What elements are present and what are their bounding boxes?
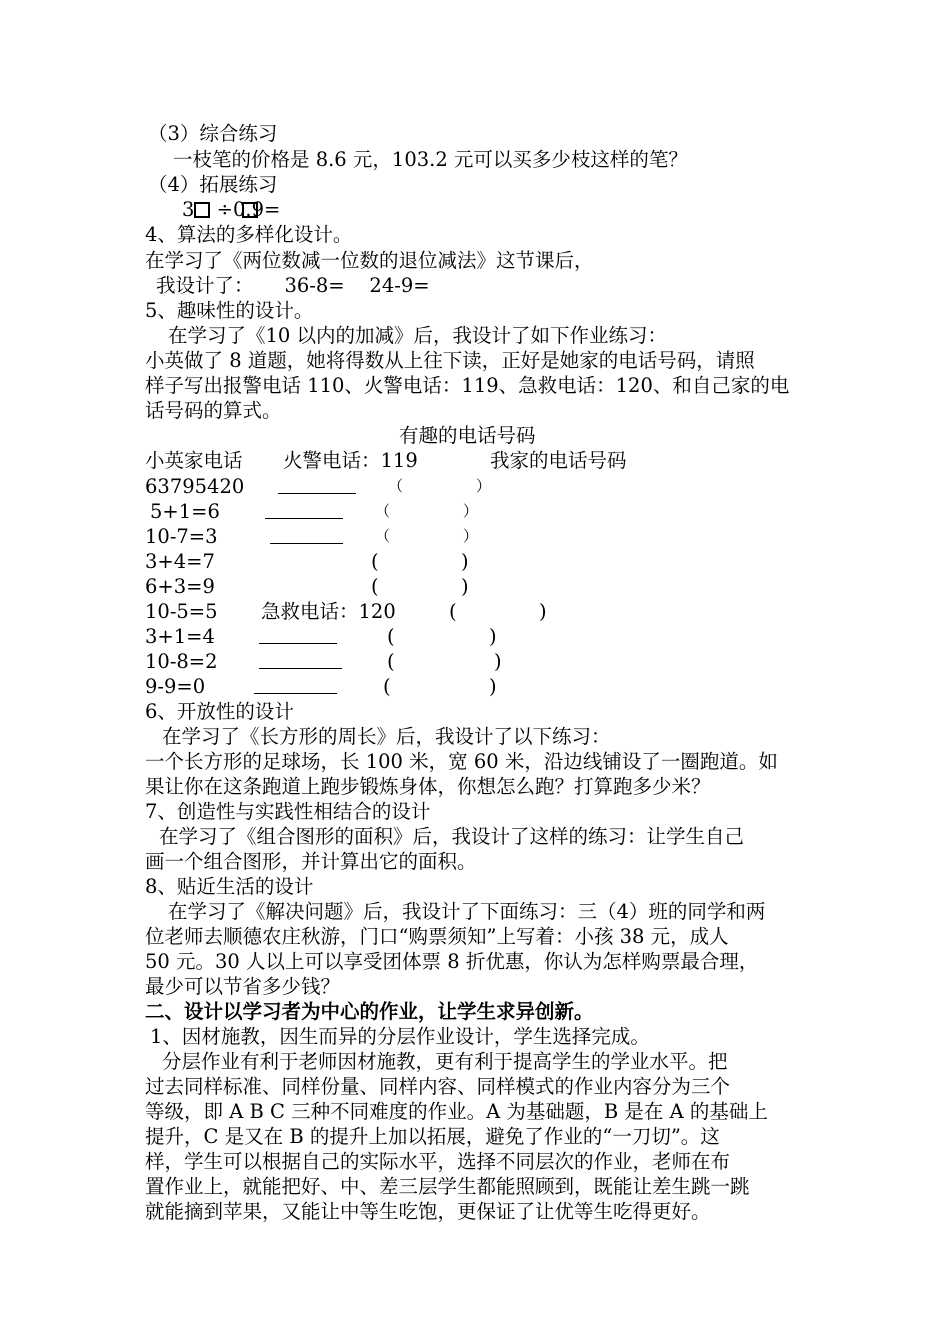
paragraph-line: 在学习了《10 以内的加减》后，我设计了如下作业练习： [168, 324, 668, 347]
heading-algorithm-design: 4、算法的多样化设计。 [145, 223, 353, 246]
paren-close: ） [463, 502, 479, 520]
paren-close: ) [489, 675, 497, 698]
paren-open: （ [388, 477, 404, 495]
paren-open: ( [449, 600, 457, 623]
answer-blank [254, 693, 337, 694]
answer-blank [278, 493, 356, 494]
paren-close: ） [476, 477, 492, 495]
paragraph-line: 置作业上，就能把好、中、差三层学生都能照顾到，既能让差生跳一跳 [145, 1175, 750, 1198]
equation-digit: 3 [182, 198, 195, 221]
paren-open: （ [375, 527, 391, 545]
phone-number: 63795420 [145, 475, 245, 498]
blank-box-1 [194, 202, 210, 218]
paragraph-line: 小英做了 8 道题，她将得数从上往下读，正好是她家的电话号码，请照 [145, 349, 755, 372]
paragraph-line: 等级，即 A B C 三种不同难度的作业。A 为基础题，B 是在 A 的基础上 [145, 1100, 768, 1123]
extension-equation [182, 197, 281, 222]
paren-close: ) [539, 600, 547, 623]
equation-row: 10-7=3 [145, 525, 218, 548]
column-header-fire-alarm: 火警电话：119 [283, 449, 418, 472]
blank-box-2 [242, 202, 258, 218]
paragraph-line: 在学习了《长方形的周长》后，我设计了以下练习： [162, 725, 611, 748]
paragraph-line: 果让你在这条跑道上跑步锻炼身体，你想怎么跑？打算跑多少米？ [145, 775, 711, 798]
paren-close: ) [494, 650, 502, 673]
paren-close: ) [461, 575, 469, 598]
paragraph-line: 画一个组合图形，并计算出它的面积。 [145, 850, 477, 873]
subheading-layered-homework: 1、因材施教，因生而异的分层作业设计，学生选择完成。 [150, 1025, 650, 1048]
heading-comprehensive-practice: （3）综合练习 [148, 122, 278, 145]
paren-close: ) [489, 625, 497, 648]
answer-blank [270, 543, 343, 544]
heading-open-design: 6、开放性的设计 [145, 700, 294, 723]
paragraph-line: 就能摘到苹果，又能让中等生吃饱，更保证了让优等生吃得更好。 [145, 1200, 711, 1223]
equation-row: 10-5=5 [145, 600, 218, 623]
paragraph-line: 最少可以节省多少钱？ [145, 975, 341, 998]
section-heading-two: 二、设计以学习者为中心的作业，让学生求异创新。 [145, 1000, 594, 1023]
heading-creative-design: 7、创造性与实践性相结合的设计 [145, 800, 431, 823]
paragraph-line: 样子写出报警电话 110、火警电话：119、急救电话：120、和自己家的电 [145, 374, 790, 397]
answer-blank [259, 668, 342, 669]
paragraph-line: 过去同样标准、同样份量、同样内容、同样模式的作业内容分为三个 [145, 1075, 731, 1098]
column-header-my-phone: 我家的电话号码 [490, 449, 627, 472]
paren-open: ( [383, 675, 391, 698]
equation-row: 3+1=4 [145, 625, 215, 648]
answer-blank [265, 518, 343, 519]
heading-interest-design: 5、趣味性的设计。 [145, 299, 314, 322]
table-title: 有趣的电话号码 [399, 424, 536, 447]
paragraph-line: 50 元。30 人以上可以享受团体票 8 折优惠，你认为怎样购票最合理， [145, 950, 759, 973]
paren-open: ( [371, 550, 379, 573]
equation-row: 3+4=7 [145, 550, 215, 573]
equation-row: 5+1=6 [150, 500, 220, 523]
equation-row: 10-8=2 [145, 650, 218, 673]
column-header-emergency: 急救电话：120 [261, 600, 396, 623]
paren-open: （ [375, 502, 391, 520]
paragraph-line: 提升，C 是又在 B 的提升上加以拓展，避免了作业的“一刀切”。这 [145, 1125, 720, 1148]
paren-open: ( [371, 575, 379, 598]
heading-extension-practice: （4）拓展练习 [148, 173, 278, 196]
paragraph-line: 分层作业有利于老师因材施教，更有利于提高学生的学业水平。把 [162, 1050, 728, 1073]
equation-row: 6+3=9 [145, 575, 215, 598]
paren-open: ( [387, 625, 395, 648]
paragraph-line: 位老师去顺德农庄秋游，门口“购票须知”上写着：小孩 38 元，成人 [145, 925, 729, 948]
paragraph-line: 样，学生可以根据自己的实际水平，选择不同层次的作业，老师在布 [145, 1150, 731, 1173]
paragraph-line: 一个长方形的足球场，长 100 米，宽 60 米，沿边线铺设了一圈跑道。如 [145, 750, 778, 773]
column-header-xiaoying: 小英家电话 [145, 449, 243, 472]
paren-close: ) [461, 550, 469, 573]
heading-life-design: 8、贴近生活的设计 [145, 875, 314, 898]
paragraph-line: 在学习了《组合图形的面积》后，我设计了这样的练习：让学生自己 [159, 825, 745, 848]
paren-close: ） [463, 527, 479, 545]
paragraph-line: 话号码的算式。 [145, 399, 282, 422]
equation-row: 9-9=0 [145, 675, 206, 698]
answer-blank [259, 643, 337, 644]
paragraph-line: 在学习了《两位数减一位数的退位减法》这节课后， [145, 249, 594, 272]
equation-operator: ÷0.9= [216, 198, 281, 221]
paren-open: ( [387, 650, 395, 673]
paragraph-line: 我设计了： 36-8= 24-9= [156, 274, 430, 297]
practice-question-pen-price: 一枝笔的价格是 8.6 元，103.2 元可以买多少枝这样的笔？ [173, 148, 688, 171]
paragraph-line: 在学习了《解决问题》后，我设计了下面练习：三（4）班的同学和两 [168, 900, 766, 923]
